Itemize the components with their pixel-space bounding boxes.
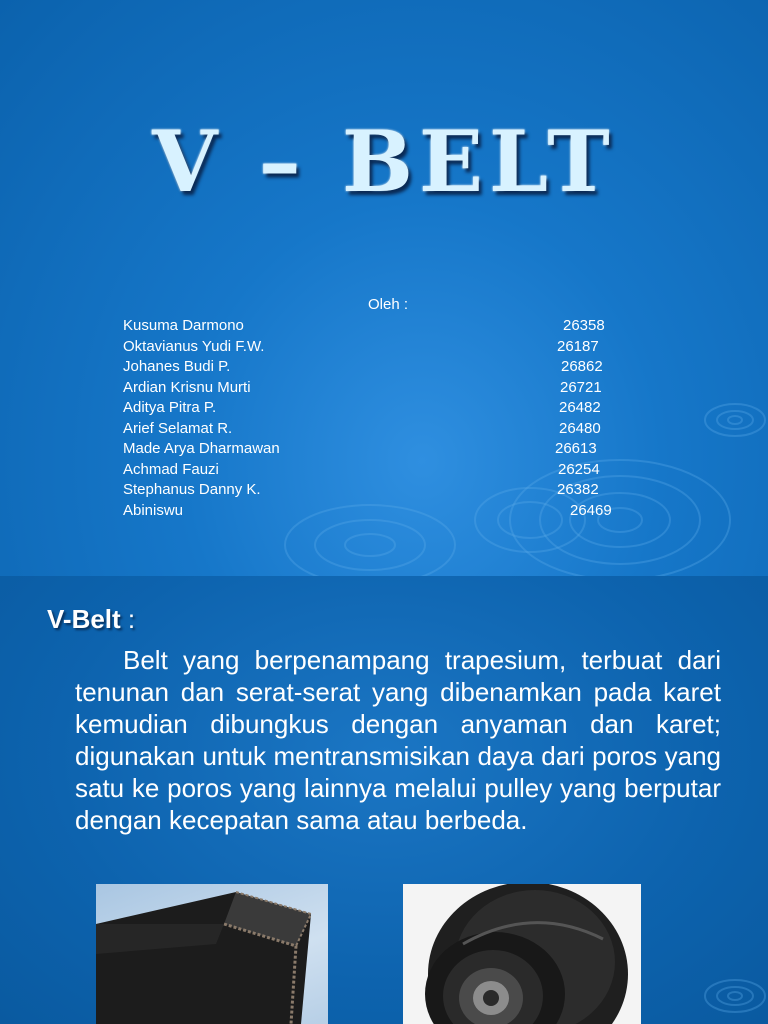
member-id: 26480	[559, 419, 601, 437]
member-id: 26469	[570, 501, 612, 519]
pulley-photo	[403, 884, 641, 1024]
member-name: Johanes Budi P.	[123, 358, 231, 375]
member-name: Achmad Fauzi	[123, 460, 219, 478]
v-belt-image	[96, 884, 328, 1024]
pulley-image	[403, 884, 641, 1024]
member-name: Made Arya Dharmawan	[123, 440, 280, 457]
member-name: Oktavianus Yudi F.W.	[123, 337, 265, 355]
member-id: 26482	[559, 399, 601, 416]
member-row	[123, 480, 643, 501]
member-name: Aditya Pitra P.	[123, 399, 217, 416]
v-belt-photo	[96, 884, 328, 1024]
definition-slide	[0, 576, 768, 1024]
author-label: Oleh :	[368, 296, 409, 313]
member-id: 26187	[557, 337, 599, 355]
member-name: Stephanus Danny K.	[123, 481, 261, 498]
member-list	[123, 316, 643, 521]
member-id: 26862	[561, 358, 603, 375]
member-row	[123, 357, 643, 378]
member-id: 26358	[563, 317, 605, 334]
member-name: Ardian Krisnu Murti	[123, 378, 251, 396]
member-name: Arief Selamat R.	[123, 419, 233, 437]
member-row	[123, 419, 643, 440]
section-heading	[47, 604, 135, 635]
member-row	[123, 337, 643, 358]
member-row	[123, 501, 643, 522]
member-id: 26721	[560, 378, 602, 396]
member-row	[123, 460, 643, 481]
member-name: Kusuma Darmono	[123, 317, 244, 334]
slide-title: V – BELT	[152, 112, 616, 211]
member-row	[123, 398, 643, 419]
member-row	[123, 378, 643, 399]
definition-paragraph: Belt yang berpenampang trapesium, terbuat dari tenunan dan serat-serat yang dibenamkan pada karet kemudian dibungkus dengan anyaman dan karet; digunakan untuk mentransmisikan daya dari poros yang satu ke poros yang lainnya melalui pulley yang berputar dengan kecepatan sama atau berbeda.	[75, 645, 721, 835]
member-row	[123, 439, 643, 460]
member-id: 26613	[555, 440, 597, 457]
member-id: 26382	[557, 481, 599, 498]
member-id: 26254	[558, 460, 600, 478]
member-name: Abiniswu	[123, 501, 184, 519]
heading-colon: :	[120, 604, 136, 634]
heading-text: V-Belt	[47, 604, 121, 634]
member-row	[123, 316, 643, 337]
